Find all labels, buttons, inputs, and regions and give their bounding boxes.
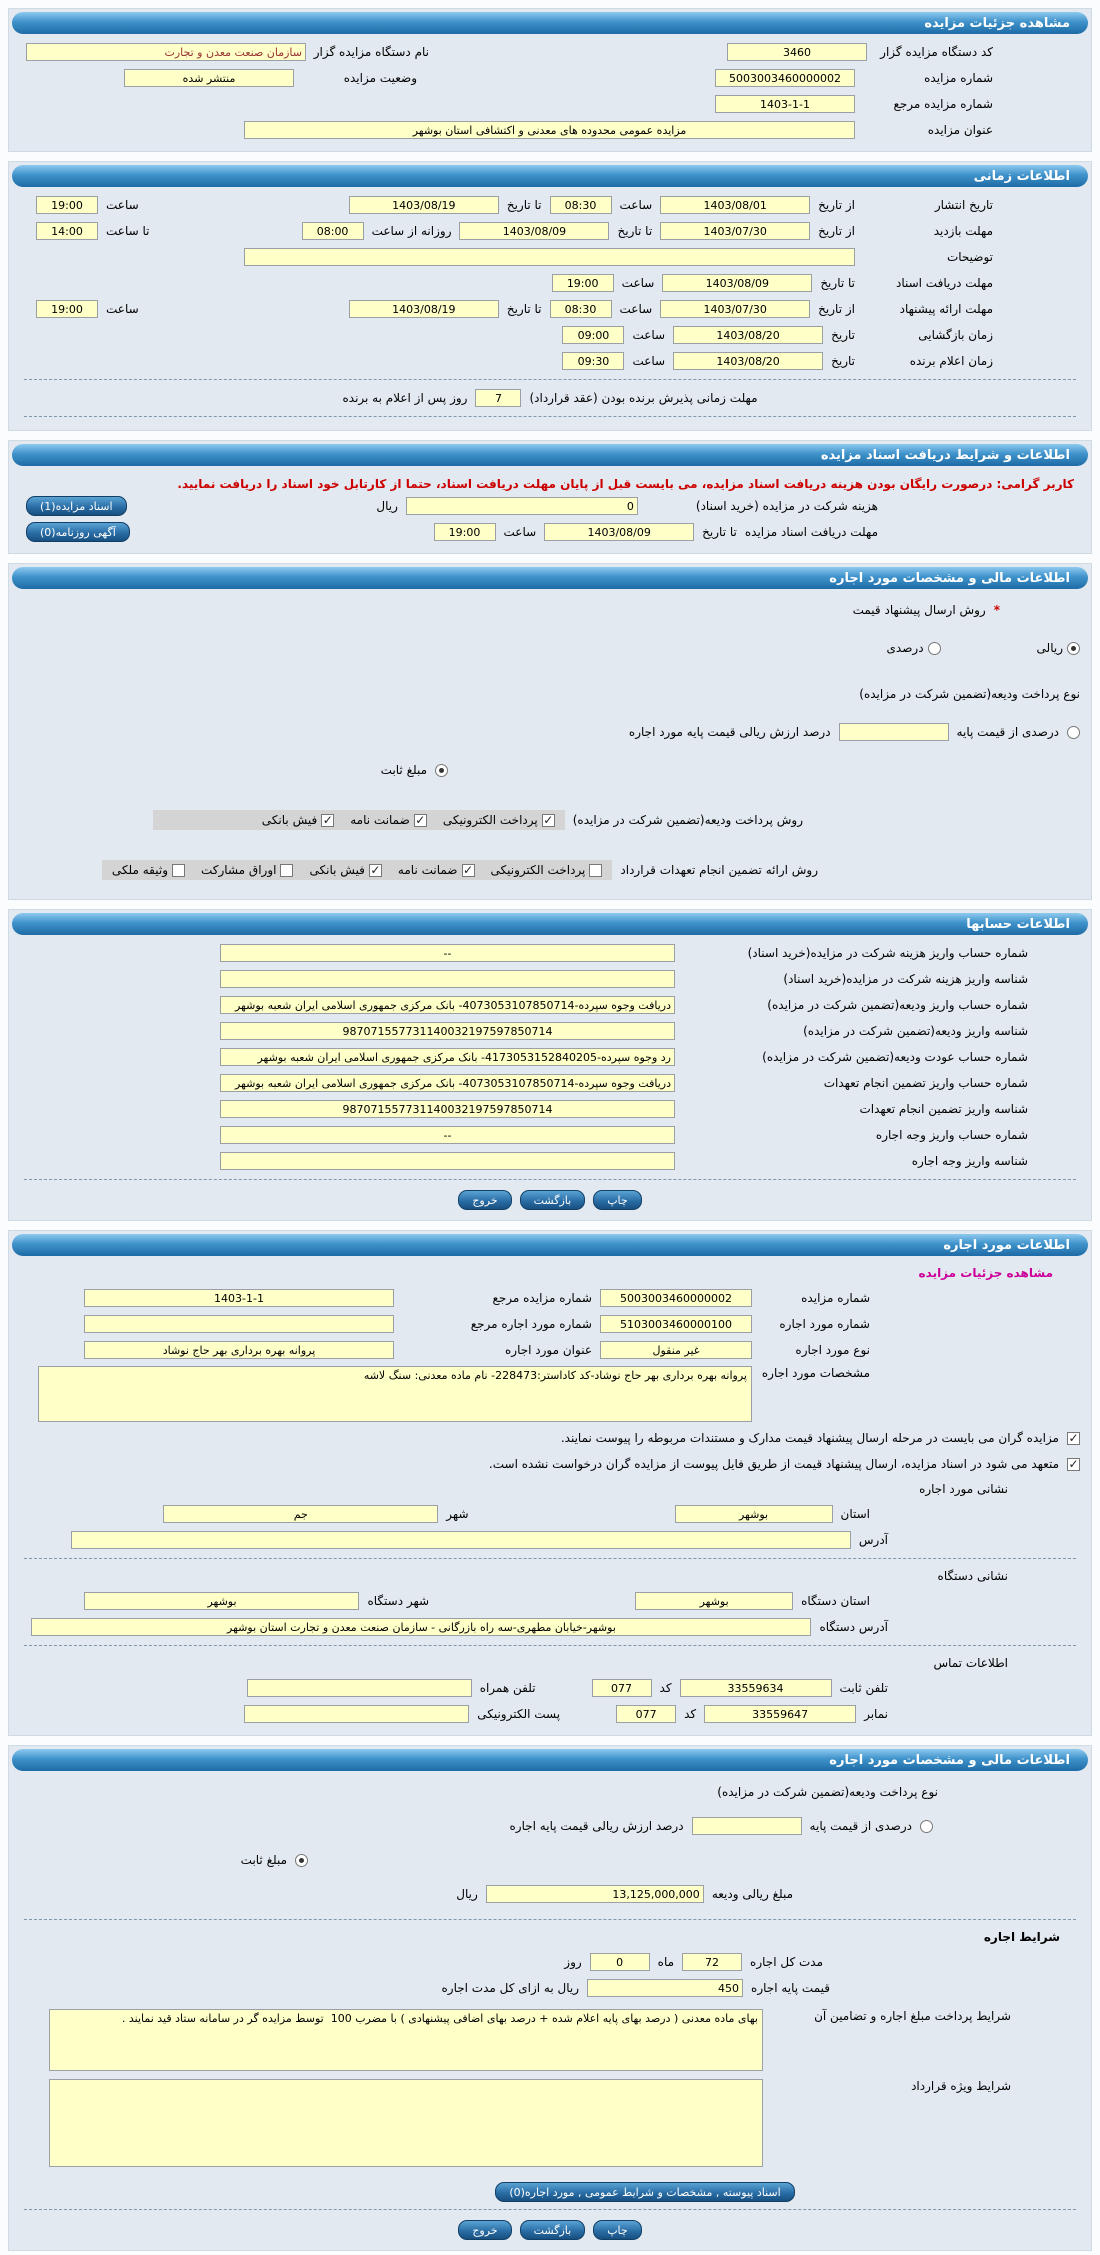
opening-time-field[interactable]: 09:00 xyxy=(562,326,624,344)
time-info-title: اطلاعات زمانی xyxy=(973,168,1070,184)
month-label: ماه xyxy=(657,1955,675,1969)
address-label: آدرس xyxy=(858,1533,888,1547)
base-percent-field[interactable] xyxy=(692,1817,802,1835)
hour-label: ساعت xyxy=(632,354,666,368)
fixed-amount-radio[interactable] xyxy=(295,1854,308,1867)
cg-bonds-checkbox[interactable] xyxy=(280,864,293,877)
opening-date-field[interactable]: 1403/08/20 xyxy=(673,326,823,344)
offer-to-time-field[interactable]: 19:00 xyxy=(36,300,98,318)
auction-details-title: مشاهده جزئیات مزایده xyxy=(924,15,1070,31)
cg-property-label: وثیقه ملکی xyxy=(111,863,169,877)
province-field[interactable]: بوشهر xyxy=(675,1505,833,1523)
email-field[interactable] xyxy=(244,1705,469,1723)
rial-label: ریال xyxy=(376,499,398,513)
org-code-field[interactable]: 3460 xyxy=(727,43,867,61)
visit-from-date-field[interactable]: 1403/07/30 xyxy=(660,222,810,240)
actions-row xyxy=(12,1185,1088,1212)
daily-from-hour-label: روزانه از ساعت xyxy=(371,224,452,238)
doc-conditions-title: اطلاعات و شرایط دریافت اسناد مزایده xyxy=(820,447,1070,463)
org-address-label: آدرس دستگاه xyxy=(819,1620,888,1634)
auction-details-header xyxy=(12,12,1088,34)
dashed-separator xyxy=(24,1558,1076,1559)
accounts-title: اطلاعات حسابها xyxy=(966,916,1070,932)
percent-radio[interactable] xyxy=(928,642,941,655)
epay-checkbox[interactable] xyxy=(542,814,555,827)
item-ref-field[interactable] xyxy=(84,1315,394,1333)
org-name-label: نام دستگاه مزایده گزار xyxy=(313,45,429,59)
account-label: شناسه واریز وجه اجاره xyxy=(911,1154,1028,1168)
percent-option[interactable] xyxy=(887,641,941,655)
auction-no-field[interactable]: 5003003460000002 xyxy=(600,1289,752,1307)
dashed-separator xyxy=(24,2209,1076,2210)
org-address-field[interactable]: بوشهر-خیابان مطهری-سه راه بازرگانی - سازمان صنعت معدن و تجارت استان بوشهر xyxy=(31,1618,811,1636)
publish-date-label: تاریخ انتشار xyxy=(934,198,993,212)
cg-property-checkbox[interactable] xyxy=(172,864,185,877)
fixed-amount-label: مبلغ ثابت xyxy=(380,763,427,777)
phone-field[interactable]: 33559634 xyxy=(680,1679,832,1697)
accounts-header xyxy=(12,913,1088,935)
province-label: استان xyxy=(840,1507,870,1521)
attach-note2-text: متعهد می شود در اسناد مزایده، ارسال پیشنهاد قیمت از طریق فایل پیوست از مزایده گران درخواست نشده است. xyxy=(488,1457,1059,1471)
org-address-group-title: نشانی دستگاه xyxy=(937,1569,1008,1583)
deposit-amount-field[interactable]: 13,125,000,000 xyxy=(486,1885,704,1903)
account-field[interactable]: دریافت وجوه سپرده-4073053107850714- بانک مرکزی جمهوری اسلامی ایران شعبه بوشهر xyxy=(220,1074,675,1092)
item-title-label: عنوان مورد اجاره xyxy=(504,1343,592,1357)
offer-from-time-field[interactable]: 08:30 xyxy=(550,300,612,318)
account-label: شماره حساب واریز ودیعه(تضمین شرکت در مزایده) xyxy=(767,998,1028,1012)
visit-daily-from-field[interactable]: 08:00 xyxy=(302,222,364,240)
accept-deadline-label: مهلت زمانی پذیرش برنده بودن (عقد قرارداد) xyxy=(529,391,758,405)
section-item-financial xyxy=(8,1745,1092,2251)
opening-time-label: زمان بازگشایی xyxy=(918,328,993,342)
bankslip-label: فیش بانکی xyxy=(261,813,318,827)
rial-radio[interactable] xyxy=(1067,642,1080,655)
contract-guarantee-method-label: روش ارائه تضمین انجام تعهدات قرارداد xyxy=(620,863,818,877)
org-code-label: کد دستگاه مزایده گزار xyxy=(880,45,993,59)
auction-no-label: شماره مزایده xyxy=(801,1291,870,1305)
attach-note1-checkbox[interactable] xyxy=(1067,1432,1080,1445)
hour-label: ساعت xyxy=(621,276,655,290)
cg-guarantee-label: ضمانت نامه xyxy=(397,863,458,877)
winner-date-field[interactable]: 1403/08/20 xyxy=(673,352,823,370)
account-label: شناسه واریز هزینه شرکت در مزایده(خرید اسناد) xyxy=(783,972,1028,986)
base-percent-suffix: درصد ارزش ریالی قیمت پایه مورد اجاره xyxy=(628,725,831,739)
rial-option[interactable] xyxy=(1037,641,1080,655)
item-type-label: نوع مورد اجاره xyxy=(795,1343,870,1357)
print-button-bottom[interactable]: چاپ xyxy=(593,2220,642,2240)
special-terms-label: شرایط ویژه قرارداد xyxy=(911,2079,1011,2093)
deposit-amount-label: مبلغ ریالی ودیعه xyxy=(711,1887,793,1901)
docs-receive-time-field[interactable]: 19:00 xyxy=(434,523,496,541)
publish-to-time-field[interactable]: 19:00 xyxy=(36,196,98,214)
cg-epay-checkbox[interactable] xyxy=(589,864,602,877)
exit-button[interactable]: خروج xyxy=(458,1190,511,1210)
account-field[interactable]: دریافت وجوه سپرده-4073053107850714- بانک مرکزی جمهوری اسلامی ایران شعبه بوشهر xyxy=(220,996,675,1014)
rent-months-field[interactable]: 72 xyxy=(682,1953,742,1971)
dashed-separator xyxy=(24,1645,1076,1646)
fax-field[interactable]: 33559647 xyxy=(704,1705,856,1723)
base-price-field[interactable]: 450 xyxy=(587,1979,743,1997)
auction-title-label: عنوان مزایده xyxy=(927,123,993,137)
special-terms-textarea[interactable] xyxy=(49,2079,763,2167)
required-asterisk: * xyxy=(993,603,1000,617)
attached-docs-button[interactable]: اسناد پیوسته , مشخصات و شرایط عمومی , مورد اجاره(0) xyxy=(495,2182,794,2202)
account-field[interactable]: 987071557731140032197597850714 xyxy=(220,1022,675,1040)
account-label: شماره حساب عودت ودیعه(تضمین شرکت در مزایده) xyxy=(762,1050,1028,1064)
description-field[interactable] xyxy=(244,248,855,266)
visit-to-date-field[interactable]: 1403/08/09 xyxy=(459,222,609,240)
percent-option-label: درصدی xyxy=(886,641,924,655)
section-accounts xyxy=(8,909,1092,1221)
item-ref-label: شماره مورد اجاره مرجع xyxy=(470,1317,592,1331)
address-field[interactable] xyxy=(71,1531,851,1549)
offer-to-date-field[interactable]: 1403/08/19 xyxy=(349,300,499,318)
item-financial-title: اطلاعات مالی و مشخصات مورد اجاره xyxy=(829,1752,1070,1768)
section-financial-info xyxy=(8,563,1092,900)
section-time-info xyxy=(8,161,1092,431)
rial-label: ریال xyxy=(456,1887,478,1901)
status-label: وضعیت مزایده xyxy=(343,71,417,85)
item-specs-label: مشخصات مورد اجاره xyxy=(761,1366,870,1380)
pay-method-guarantee[interactable] xyxy=(350,813,427,827)
account-field[interactable]: 987071557731140032197597850714 xyxy=(220,1100,675,1118)
deposit-pay-method-label: روش پرداخت ودیعه(تضمین شرکت در مزایده) xyxy=(572,813,803,827)
to-date-label: تا تاریخ xyxy=(617,224,653,238)
section-doc-conditions xyxy=(8,440,1092,554)
description-label: توضیحات xyxy=(946,250,993,264)
fax-label: نمابر xyxy=(864,1707,888,1721)
attachments-row xyxy=(12,2177,1088,2204)
epay-label: پرداخت الکترونیکی xyxy=(442,813,538,827)
section-auction-details xyxy=(8,8,1092,152)
cg-guarantee[interactable] xyxy=(398,863,475,877)
payment-terms-textarea[interactable] xyxy=(49,2009,763,2071)
offer-from-date-field[interactable]: 1403/07/30 xyxy=(660,300,810,318)
exit-button-bottom[interactable]: خروج xyxy=(458,2220,511,2240)
dashed-separator xyxy=(24,379,1076,380)
base-percent-label: درصدی از قیمت پایه xyxy=(956,725,1059,739)
item-specs-textarea[interactable] xyxy=(38,1366,752,1422)
date-label: تاریخ xyxy=(831,328,855,342)
to-date-label: تا تاریخ xyxy=(506,302,542,316)
base-percent-label: درصدی از قیمت پایه xyxy=(809,1819,912,1833)
deposit-type-label: نوع پرداخت ودیعه(تضمین شرکت در مزایده) xyxy=(717,1785,938,1799)
account-field[interactable] xyxy=(220,1152,675,1170)
attach-note2-checkbox[interactable] xyxy=(1067,1458,1080,1471)
phone-code-field[interactable]: 077 xyxy=(592,1679,652,1697)
account-label: شماره حساب واریز تضمین انجام تعهدات xyxy=(823,1076,1028,1090)
base-percent-radio[interactable] xyxy=(1067,726,1080,739)
account-label: شماره حساب واریز وجه اجاره xyxy=(875,1128,1028,1142)
org-city-label: شهر دستگاه xyxy=(367,1594,430,1608)
account-field[interactable]: -- xyxy=(220,944,675,962)
hour-label: ساعت xyxy=(106,302,139,316)
cg-bankslip[interactable] xyxy=(309,863,381,877)
account-label: شناسه واریز تضمین انجام تعهدات xyxy=(859,1102,1028,1116)
bankslip-checkbox[interactable] xyxy=(321,814,334,827)
auction-no-label: شماره مزایده xyxy=(924,71,993,85)
auction-title-field[interactable]: مزایده عمومی محدوده های معدنی و اکتشافی استان بوشهر xyxy=(244,121,855,139)
to-hour-label: تا ساعت xyxy=(106,224,150,238)
base-percent-suffix: درصد ارزش ریالی قیمت پایه اجاره xyxy=(509,1819,684,1833)
from-date-label: از تاریخ xyxy=(818,198,855,212)
section-rental-item xyxy=(8,1230,1092,1736)
to-date-label: تا تاریخ xyxy=(702,525,737,539)
docs-deadline-time-field[interactable]: 19:00 xyxy=(552,274,614,292)
cg-bonds-label: اوراق مشارکت xyxy=(201,863,277,877)
to-date-label: تا تاریخ xyxy=(820,276,855,290)
back-button[interactable]: بازگشت xyxy=(520,1190,586,1210)
view-auction-details-link[interactable]: مشاهده جزئیات مزایده xyxy=(918,1266,1053,1280)
cg-bankslip-checkbox[interactable] xyxy=(369,864,382,877)
offer-deadline-label: مهلت ارائه پیشنهاد xyxy=(899,302,993,316)
day-label: روز xyxy=(564,1955,582,1969)
winner-announce-label: زمان اعلام برنده xyxy=(909,354,993,368)
financial-info-title: اطلاعات مالی و مشخصات مورد اجاره xyxy=(829,570,1070,586)
item-type-field[interactable]: غیر منقول xyxy=(600,1341,752,1359)
bottom-actions-row xyxy=(12,2215,1088,2242)
fixed-amount-label: مبلغ ثابت xyxy=(240,1853,287,1867)
account-field[interactable] xyxy=(220,970,675,988)
code-label: کد xyxy=(659,1681,672,1695)
city-label: شهر xyxy=(446,1507,469,1521)
payment-terms-label: شرایط پرداخت مبلغ اجاره و تضامین آن xyxy=(814,2009,1011,2023)
rent-days-field[interactable]: 0 xyxy=(590,1953,650,1971)
hour-label: ساعت xyxy=(503,525,537,539)
phone-label: تلفن ثابت xyxy=(839,1681,888,1695)
fax-code-field[interactable]: 077 xyxy=(616,1705,676,1723)
auction-ref-field[interactable]: 1403-1-1 xyxy=(84,1289,394,1307)
hour-label: ساعت xyxy=(619,198,653,212)
org-province-field[interactable]: بوشهر xyxy=(635,1592,793,1610)
print-button[interactable]: چاپ xyxy=(593,1190,642,1210)
city-field[interactable]: جم xyxy=(163,1505,438,1523)
rent-terms-title: شرایط اجاره xyxy=(983,1930,1060,1944)
publish-from-time-field[interactable]: 08:30 xyxy=(550,196,612,214)
email-label: پست الکترونیکی xyxy=(477,1707,561,1721)
dashed-separator xyxy=(24,1919,1076,1920)
contact-group-title: اطلاعات تماس xyxy=(933,1656,1008,1670)
contract-guarantee-group xyxy=(102,860,613,880)
participation-fee-field[interactable]: 0 xyxy=(406,497,638,515)
base-price-suffix: ریال به ازای کل مدت اجاره xyxy=(441,1981,580,1995)
cg-property[interactable] xyxy=(112,863,185,877)
status-field[interactable]: منتشر شده xyxy=(124,69,294,87)
item-no-label: شماره مورد اجاره xyxy=(779,1317,870,1331)
item-financial-header xyxy=(12,1749,1088,1771)
rial-option-label: ریالی xyxy=(1036,641,1063,655)
docs-deadline-date-field[interactable]: 1403/08/09 xyxy=(662,274,812,292)
item-address-group-title: نشانی مورد اجاره xyxy=(919,1482,1008,1496)
rental-item-header xyxy=(12,1234,1088,1256)
publish-to-date-field[interactable]: 1403/08/19 xyxy=(349,196,499,214)
hour-label: ساعت xyxy=(632,328,666,342)
account-field[interactable]: رد وجوه سپرده-4173053152840205- بانک مرکزی جمهوری اسلامی ایران شعبه بوشهر xyxy=(220,1048,675,1066)
org-province-label: استان دستگاه xyxy=(801,1594,870,1608)
rent-duration-label: مدت کل اجاره xyxy=(750,1955,823,1969)
pay-method-epay[interactable] xyxy=(443,813,555,827)
cg-epay-label: پرداخت الکترونیکی xyxy=(490,863,586,877)
cg-guarantee-checkbox[interactable] xyxy=(462,864,475,877)
back-button-bottom[interactable]: بازگشت xyxy=(520,2220,586,2240)
docs-receive-deadline-label: مهلت دریافت اسناد مزایده xyxy=(744,525,878,539)
ref-no-field[interactable]: 1403-1-1 xyxy=(715,95,855,113)
cg-bankslip-label: فیش بانکی xyxy=(309,863,365,877)
auction-ref-label: شماره مزایده مرجع xyxy=(492,1291,592,1305)
deposit-pay-method-group xyxy=(153,810,565,830)
docs-deadline-label: مهلت دریافت اسناد xyxy=(895,276,993,290)
hour-label: ساعت xyxy=(619,302,653,316)
to-date-label: تا تاریخ xyxy=(506,198,542,212)
item-title-field[interactable]: پروانه بهره برداری بهر حاج نوشاد xyxy=(84,1341,394,1359)
from-date-label: از تاریخ xyxy=(818,302,855,316)
mobile-label: تلفن همراه xyxy=(479,1681,536,1695)
auction-documents-button[interactable]: اسناد مزایده(1) xyxy=(26,496,127,516)
visit-deadline-label: مهلت بازدید xyxy=(933,224,993,238)
fixed-amount-radio[interactable] xyxy=(435,764,448,777)
item-no-field[interactable]: 5103003460000100 xyxy=(600,1315,752,1333)
doc-conditions-header xyxy=(12,444,1088,466)
guarantee-label: ضمانت نامه xyxy=(350,813,410,827)
date-label: تاریخ xyxy=(831,354,855,368)
time-info-header xyxy=(12,165,1088,187)
base-percent-field[interactable] xyxy=(839,723,949,741)
account-field[interactable]: -- xyxy=(220,1126,675,1144)
base-price-label: قیمت پایه اجاره xyxy=(751,1981,830,1995)
guarantee-checkbox[interactable] xyxy=(414,814,427,827)
newspaper-ad-button[interactable]: آگهی روزنامه(0) xyxy=(26,522,130,542)
pay-method-bankslip[interactable] xyxy=(262,813,334,827)
auction-no-field[interactable]: 5003003460000002 xyxy=(715,69,855,87)
rental-item-title: اطلاعات مورد اجاره xyxy=(943,1237,1070,1253)
accept-days-field[interactable]: 7 xyxy=(475,389,521,407)
code-label: کد xyxy=(684,1707,697,1721)
docs-receive-date-field[interactable]: 1403/08/09 xyxy=(544,523,694,541)
account-label: شناسه واریز ودیعه(تضمین شرکت در مزایده) xyxy=(803,1024,1028,1038)
dashed-separator xyxy=(24,416,1076,417)
base-percent-radio[interactable] xyxy=(920,1820,933,1833)
ref-no-label: شماره مزایده مرجع xyxy=(893,97,993,111)
send-method-label: روش ارسال پیشنهاد قیمت xyxy=(852,603,986,617)
from-date-label: از تاریخ xyxy=(818,224,855,238)
participation-fee-label: هزینه شرکت در مزایده (خرید اسناد) xyxy=(695,499,878,513)
cg-epay[interactable] xyxy=(491,863,603,877)
org-name-field[interactable]: سازمان صنعت معدن و تجارت xyxy=(26,43,306,61)
deposit-type-label: نوع پرداخت ودیعه(تضمین شرکت در مزایده) xyxy=(859,687,1080,701)
org-city-field[interactable]: بوشهر xyxy=(84,1592,359,1610)
visit-daily-to-field[interactable]: 14:00 xyxy=(36,222,98,240)
mobile-field[interactable] xyxy=(247,1679,472,1697)
accept-deadline-suffix: روز پس از اعلام به برنده xyxy=(342,391,468,405)
hour-label: ساعت xyxy=(106,198,139,212)
account-label: شماره حساب واریز هزینه شرکت در مزایده(خرید اسناد) xyxy=(747,946,1028,960)
winner-time-field[interactable]: 09:30 xyxy=(562,352,624,370)
free-docs-warning: کاربر گرامی: درصورت رایگان بودن هزینه دریافت اسناد مزایده، می بایست قبل از پایان مهلت دریافت اسناد، حتما از کارتابل خود اسناد را دریافت نمایید. xyxy=(177,477,1074,491)
cg-bonds[interactable] xyxy=(201,863,293,877)
dashed-separator xyxy=(24,1179,1076,1180)
attach-note1-text: مزایده گران می بایست در مرحله ارسال پیشنهاد قیمت مدارک و مستندات مربوطه را پیوست نمایند. xyxy=(560,1431,1059,1445)
financial-info-header xyxy=(12,567,1088,589)
publish-from-date-field[interactable]: 1403/08/01 xyxy=(660,196,810,214)
